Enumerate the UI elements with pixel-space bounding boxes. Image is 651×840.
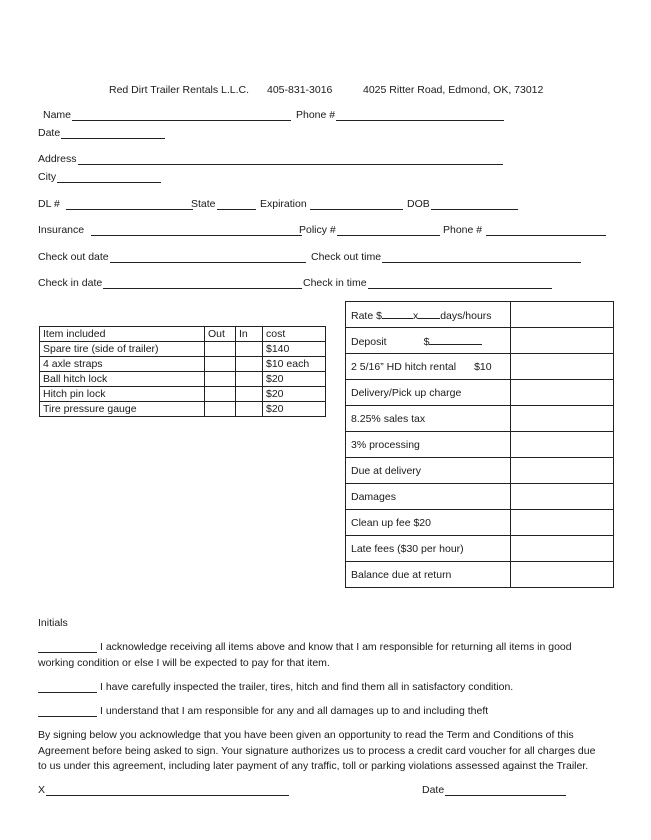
item-cost: $20 — [263, 402, 326, 417]
charge-label: Damages — [346, 484, 511, 510]
item-name: Ball hitch lock — [40, 372, 205, 387]
dob-label: DOB — [407, 198, 430, 210]
item-cost: $20 — [263, 372, 326, 387]
hitch-rental-value[interactable] — [511, 354, 614, 380]
items-table-header — [40, 327, 326, 342]
phone-field[interactable] — [296, 109, 504, 121]
expiration-label: Expiration — [260, 198, 307, 210]
item-cost: $140 — [263, 342, 326, 357]
out-check[interactable] — [205, 372, 236, 387]
policy-label: Policy # — [299, 224, 336, 236]
charge-label: 8.25% sales tax — [346, 406, 511, 432]
signature-date-field[interactable] — [422, 784, 566, 796]
company-name: Red Dirt Trailer Rentals L.L.C. — [109, 84, 250, 96]
address-field[interactable] — [38, 153, 503, 165]
table-row — [346, 536, 614, 562]
name-field[interactable] — [43, 109, 291, 121]
ack2-line — [38, 681, 513, 693]
item-cost: $10 each — [263, 357, 326, 372]
name-line[interactable] — [72, 109, 291, 121]
checkout-time-line[interactable] — [382, 251, 581, 263]
agreement-line: to us under this agreement, including later payment of any traffic, toll or parking violations assessed against the Trailer. — [38, 760, 589, 772]
charge-value[interactable] — [511, 432, 614, 458]
item-name: 4 axle straps — [40, 357, 205, 372]
insurance-line[interactable] — [91, 224, 302, 236]
agreement-line: By signing below you acknowledge that you have been given an opportunity to read the Term and Conditions of this — [38, 729, 574, 741]
ack3-line — [38, 705, 488, 717]
dob-field[interactable] — [407, 198, 518, 210]
charge-label: Balance due at return — [346, 562, 511, 588]
checkout-date-label: Check out date — [38, 251, 109, 263]
charge-value[interactable] — [511, 536, 614, 562]
dl-line[interactable] — [66, 198, 193, 210]
charge-value[interactable] — [511, 562, 614, 588]
charge-label: Delivery/Pick up charge — [346, 380, 511, 406]
rate-amount-line[interactable] — [382, 307, 413, 319]
rate-count-line[interactable] — [418, 307, 440, 319]
checkout-time-field[interactable] — [311, 251, 581, 263]
dl-label: DL # — [38, 198, 60, 210]
charge-value[interactable] — [511, 380, 614, 406]
checkin-date-label: Check in date — [38, 277, 103, 289]
charge-value[interactable] — [511, 458, 614, 484]
dl-field[interactable] — [38, 198, 193, 210]
expiration-line[interactable] — [310, 198, 403, 210]
expiration-field[interactable] — [260, 198, 403, 210]
state-field[interactable] — [191, 198, 256, 210]
initials-heading: Initials — [38, 617, 68, 629]
table-row — [346, 484, 614, 510]
dob-line[interactable] — [431, 198, 518, 210]
in-check[interactable] — [236, 342, 263, 357]
in-check[interactable] — [236, 372, 263, 387]
rate-label-cell — [346, 302, 511, 328]
checkin-date-field[interactable] — [38, 277, 302, 289]
out-check[interactable] — [205, 402, 236, 417]
address-label: Address — [38, 153, 77, 165]
insurance-label: Insurance — [38, 224, 85, 236]
hitch-rental-row — [346, 354, 614, 380]
ack1-text-b: working condition or else I will be expected to pay for that item. — [38, 657, 330, 669]
phone2-field[interactable] — [443, 224, 606, 236]
ack1-line1 — [38, 641, 572, 653]
table-row — [40, 372, 326, 387]
table-row — [346, 562, 614, 588]
checkin-date-line[interactable] — [103, 277, 302, 289]
in-check[interactable] — [236, 387, 263, 402]
phone-line[interactable] — [336, 109, 504, 121]
deposit-dollar: $ — [423, 336, 430, 348]
phone-label: Phone # — [296, 109, 336, 121]
initials-line-3[interactable] — [38, 705, 97, 717]
ack3-text: I understand that I am responsible for any and all damages up to and including theft — [100, 705, 489, 717]
out-check[interactable] — [205, 387, 236, 402]
in-check[interactable] — [236, 357, 263, 372]
address-line[interactable] — [78, 153, 503, 165]
table-row — [346, 380, 614, 406]
signature-date-line[interactable] — [445, 784, 566, 796]
in-header: In — [236, 327, 263, 342]
date-label: Date — [38, 127, 61, 139]
charge-value[interactable] — [511, 484, 614, 510]
ack1-text-a: I acknowledge receiving all items above and know that I am responsible for returning all items in good — [100, 641, 572, 653]
table-row — [346, 458, 614, 484]
state-label: State — [191, 198, 216, 210]
signature-line[interactable] — [46, 784, 289, 796]
item-name: Spare tire (side of trailer) — [40, 342, 205, 357]
company-phone: 405-831-3016 — [267, 84, 333, 96]
signature-x-label: X — [38, 784, 46, 796]
cost-header: cost — [263, 327, 326, 342]
charge-label: Due at delivery — [346, 458, 511, 484]
rate-value[interactable] — [511, 302, 614, 328]
item-cost: $20 — [263, 387, 326, 402]
item-name: Tire pressure gauge — [40, 402, 205, 417]
rate-suffix: days/hours — [440, 310, 492, 322]
item-name: Hitch pin lock — [40, 387, 205, 402]
charge-value[interactable] — [511, 510, 614, 536]
phone2-label: Phone # — [443, 224, 483, 236]
deposit-value[interactable] — [511, 328, 614, 354]
out-header: Out — [205, 327, 236, 342]
phone2-line[interactable] — [486, 224, 606, 236]
in-check[interactable] — [236, 402, 263, 417]
table-row — [40, 402, 326, 417]
charge-value[interactable] — [511, 406, 614, 432]
checkin-time-field[interactable] — [303, 277, 552, 289]
rate-prefix: Rate $ — [351, 310, 382, 322]
charge-label: Clean up fee $20 — [346, 510, 511, 536]
signature-field[interactable] — [38, 784, 289, 796]
policy-line[interactable] — [337, 224, 440, 236]
company-address: 4025 Ritter Road, Edmond, OK, 73012 — [363, 84, 544, 96]
date-field[interactable] — [38, 127, 165, 139]
hitch-rental-price: $10 — [474, 360, 492, 373]
signature-date-label: Date — [422, 784, 445, 796]
city-line[interactable] — [57, 171, 161, 183]
charge-label: Late fees ($30 per hour) — [346, 536, 511, 562]
city-label: City — [38, 171, 57, 183]
insurance-field[interactable] — [38, 224, 302, 236]
out-check[interactable] — [205, 342, 236, 357]
table-row — [346, 406, 614, 432]
checkout-date-field[interactable] — [38, 251, 306, 263]
item-header: Item included — [40, 327, 205, 342]
deposit-label-cell — [346, 328, 511, 354]
agreement-line: Agreement before being asked to sign. Your signature authorizes us to process a credit card voucher for all charges due — [38, 744, 596, 757]
rate-row — [346, 302, 614, 328]
name-label: Name — [43, 109, 72, 121]
deposit-row — [346, 328, 614, 354]
table-row — [40, 387, 326, 402]
state-line[interactable] — [217, 198, 256, 210]
initials-line-1[interactable] — [38, 641, 97, 653]
initials-line-2[interactable] — [38, 681, 97, 693]
hitch-rental-label: 2 5/16” HD hitch rental — [351, 360, 457, 373]
deposit-label: Deposit — [351, 336, 387, 348]
checkin-time-line[interactable] — [368, 277, 552, 289]
charge-label: 3% processing — [346, 432, 511, 458]
policy-field[interactable] — [299, 224, 440, 236]
rate-x: x — [412, 310, 419, 322]
agreement-paragraph — [38, 728, 595, 775]
table-row — [346, 432, 614, 458]
date-line[interactable] — [61, 127, 165, 139]
table-row — [346, 510, 614, 536]
table-row — [40, 342, 326, 357]
checkin-time-label: Check in time — [303, 277, 367, 289]
city-field[interactable] — [38, 171, 161, 183]
hitch-rental-cell — [346, 354, 511, 380]
checkout-date-line[interactable] — [110, 251, 306, 263]
checkout-time-label: Check out time — [311, 251, 382, 263]
deposit-line[interactable] — [429, 333, 482, 345]
charges-table — [345, 301, 614, 588]
table-row — [40, 357, 326, 372]
items-table — [39, 326, 326, 417]
ack2-text: I have carefully inspected the trailer, tires, hitch and find them all in satisfactory condition. — [100, 681, 514, 693]
out-check[interactable] — [205, 357, 236, 372]
